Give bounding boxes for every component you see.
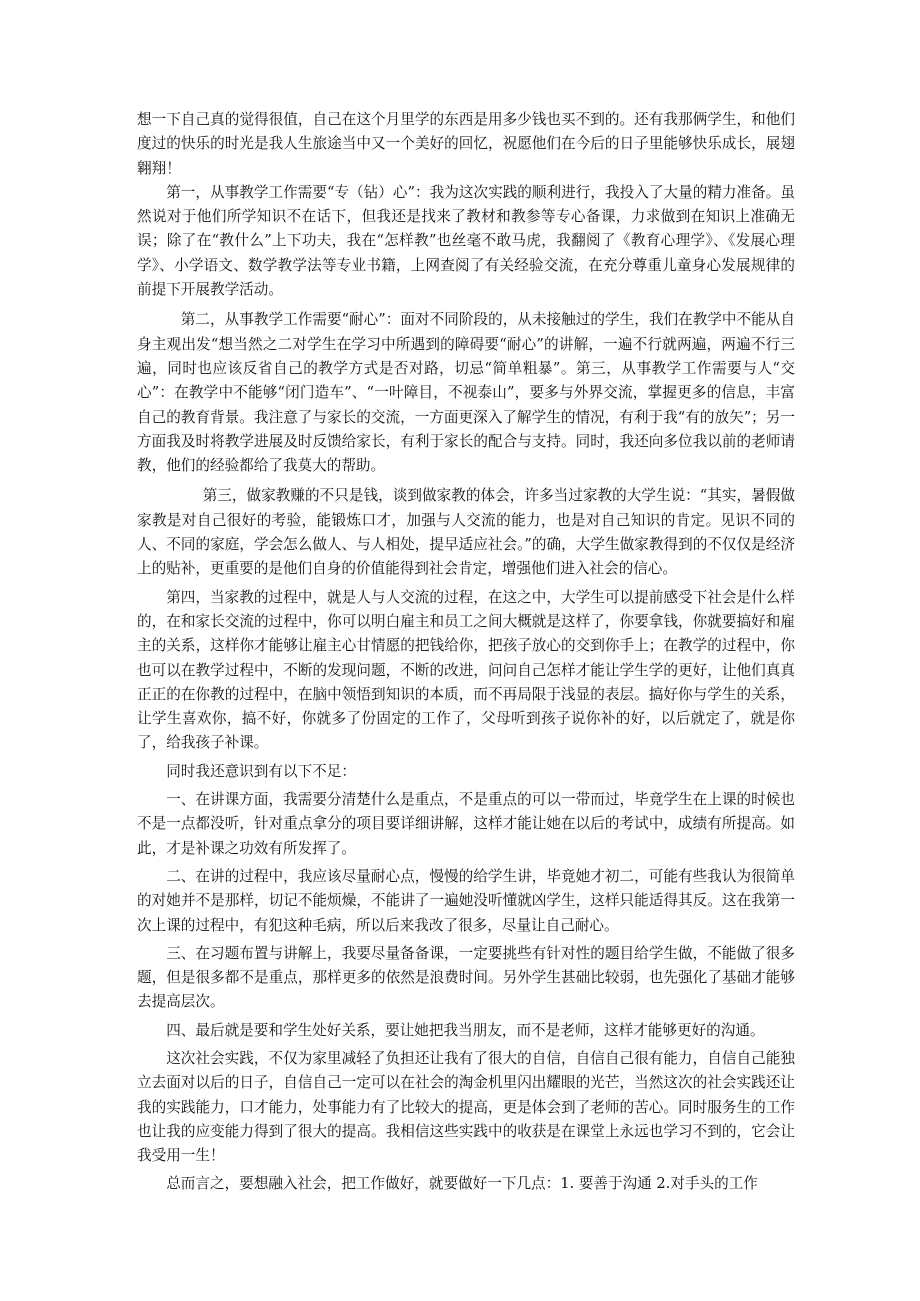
paragraph-conclusion: 总而言之，要想融入社会，把工作做好，就要做好一下几点：1. 要善于沟通 2.对手头的工作 [166,1175,758,1193]
paragraph-shortcoming-4: 四、最后就是要和学生处好关系，要让她把我当朋友，而不是老师，这样才能够更好的沟通。 [166,1021,765,1039]
paragraph-intro: 想一下自己真的觉得很值，自己在这个月里学的东西是用多少钱也买不到的。还有我那俩学生，和他们度过的快乐的时光是我人生旅途当中又一个美好的回忆，祝愿他们在今后的日子里能够快乐成长，展翅翱翔！ [137,111,795,177]
paragraph-shortcoming-1: 一、在讲课方面，我需要分清楚什么是重点，不是重点的可以一带而过，毕竟学生在上课的时候也不是一点都没听，针对重点拿分的项目要详细讲解，这样才能让她在以后的考试中，成绩有所提高。如此，才是补课之功效有所发挥了。 [137,791,795,857]
paragraph-fourth-point: 第四，当家教的过程中，就是人与人交流的过程，在这之中，大学生可以提前感受下社会是什么样的，在和家长交流的过程中，你可以明白雇主和员工之间大概就是这样了，你要拿钱，你就要搞好和雇主的关系，这样你才能够让雇主心甘情愿的把钱给你，把孩子放心的交到你手上；在教学的过程中，你也可以在教学过程中，不断的发现问题，不断的改进，问问自己怎样才能让学生学的更好，让他们真真正正的在你教的过程中，在脑中领悟到知识的本质，而不再局限于浅显的表层。搞好你与学生的关系，让学生喜欢你，搞不好，你就多了份固定的工作了，父母听到孩子说你补的好，以后就定了，就是你了，给我孩子补课。 [137,588,795,752]
paragraph-practice-summary: 这次社会实践，不仅为家里减轻了负担还让我有了很大的自信，自信自己很有能力，自信自己能独立去面对以后的日子，自信自己一定可以在社会的淘金机里闪出耀眼的光芒，当然这次的社会实践还让我的实践能力，口才能力，处事能力有了比较大的提高，更是体会到了老师的苦心。同时服务生的工作也让我的应变能力得到了很大的提高。我相信这些实践中的收获是在课堂上永远也学习不到的，它会让我受用一生！ [137,1049,795,1165]
paragraph-first-point: 第一，从事教学工作需要“专（钻）心”：我为这次实践的顺利进行，我投入了大量的精力准备。虽然说对于他们所学知识不在话下，但我还是找来了教材和教参等专心备课，力求做到在知识上准确无误；除了在“教什么”上下功夫，我在“怎样教”也丝毫不敢马虎，我翻阅了《教育心理学》、《发展心理学》、小学语文、数学教学法等专业书籍，上网查阅了有关经验交流，在充分尊重儿童身心发展规律的前提下开展教学活动。 [137,183,795,299]
paragraph-shortcoming-2: 二、在讲的过程中，我应该尽量耐心点，慢慢的给学生讲，毕竟她才初二，可能有些我认为很简单的对她并不是那样，切记不能烦燥，不能讲了一遍她没听懂就凶学生，这样只能适得其反。这在我第一次上课的过程中，有犯这种毛病，所以后来我改了很多，尽量让自己耐心。 [137,867,795,934]
paragraph-third-point: 第三，做家教赚的不只是钱，谈到做家教的体会，许多当过家教的大学生说：“其实，暑假做家教是对自己很好的考验，能锻炼口才，加强与人交流的能力，也是对自己知识的肯定。见识不同的人、不同的家庭，学会怎么做人、与人相处，提早适应社会。”的确，大学生做家教得到的不仅仅是经济上的贴补，更重要的是他们自身的价值能得到社会肯定，增强他们进入社会的信心。 [137,487,795,578]
paragraph-shortcoming-3: 三、在习题布置与讲解上，我要尽量备备课，一定要挑些有针对性的题目给学生做，不能做了很多题，但是很多都不是重点，那样更多的依然是浪费时间。另外学生甚础比较弱，也先强化了基础才能够去提高层次。 [137,944,795,1011]
document-page [137,108,795,1197]
paragraph-second-point: 第二，从事教学工作需要“耐心”：面对不同阶段的，从未接触过的学生，我们在教学中不能从自身主观出发“想当然之二对学生在学习中所遇到的障碍要“耐心”的讲解，一遍不行就两遍，两遍不行三遍，同时也应该反省自己的教学方式是否对路，切忌“简单粗暴”。第三，从事教学工作需要与人“交心”：在教学中不能够“闭门造车”、“一叶障目，不视泰山”，要多与外界交流，掌握更多的信息，丰富自己的教育背景。我注意了与家长的交流，一方面更深入了解学生的情况，有利于我“有的放矢”；另一方面我及时将教学进展及时反馈给家长，有利于家长的配合与支持。同时，我还向多位我以前的老师请教，他们的经验都给了我莫大的帮助。 [137,311,795,475]
paragraph-shortcomings-heading: 同时我还意识到有以下不足： [166,762,356,780]
